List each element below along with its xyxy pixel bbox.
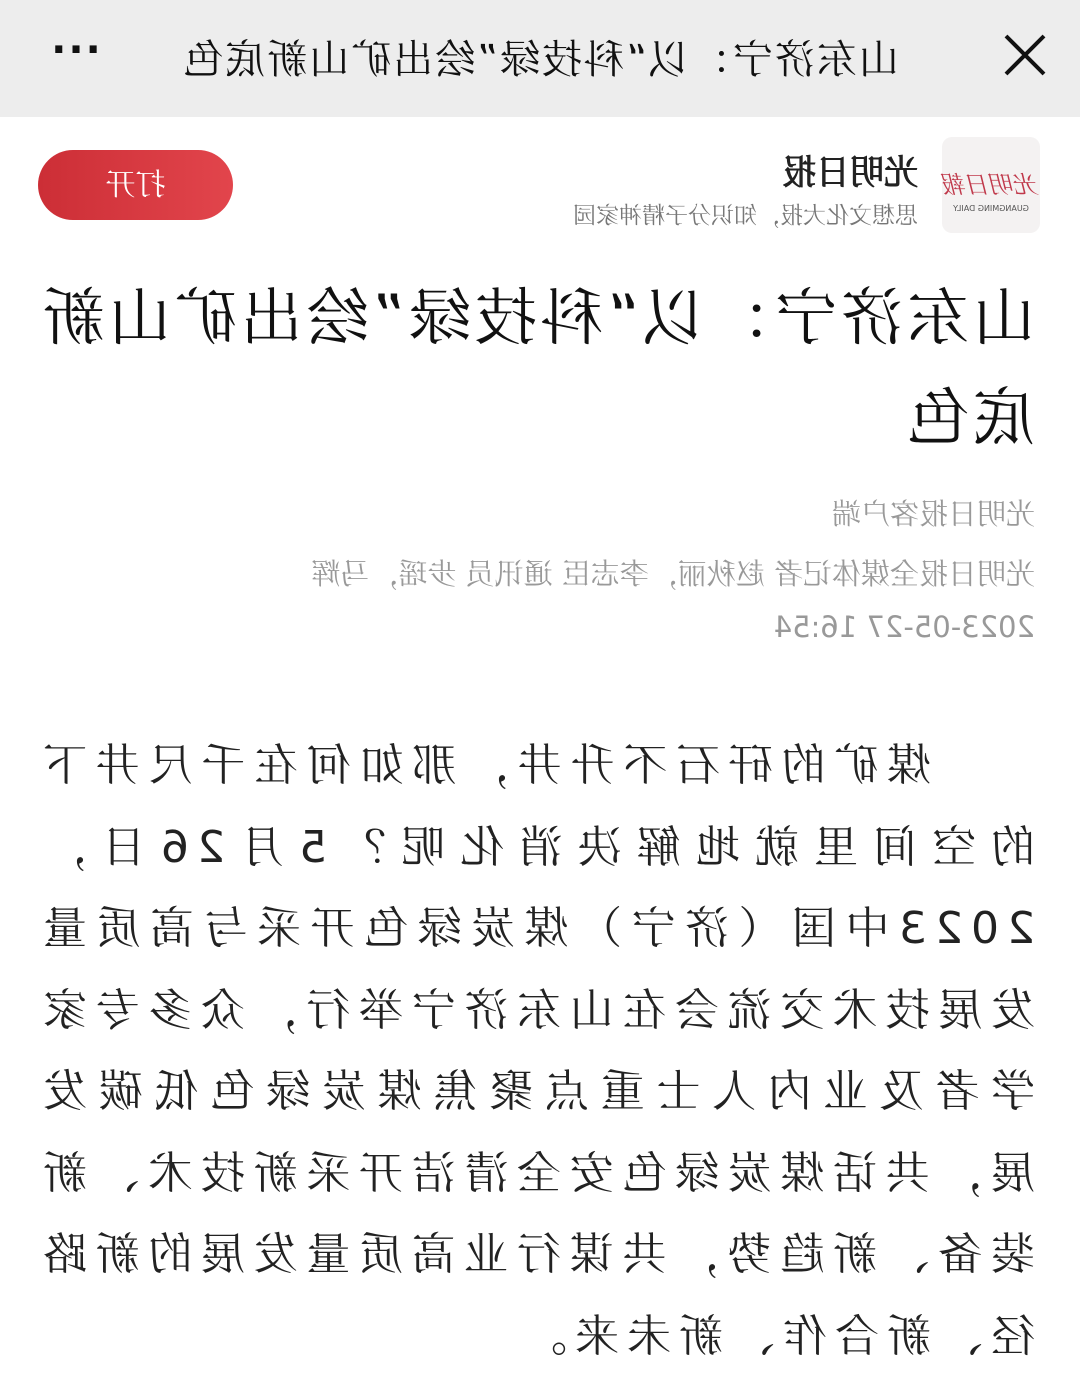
page-title: 山东济宁：以“科技绿”绘出矿山新底色 bbox=[181, 37, 899, 83]
publisher-slogan: 思想文化大报，知识分子精神家园 bbox=[573, 203, 918, 229]
article-source: 光明日报客户端 bbox=[831, 497, 1035, 531]
publisher-logo[interactable] bbox=[942, 137, 1040, 233]
article-authors: 光明日报全媒体记者 赵秋丽，李志臣 通讯员 步瑶，马辉 bbox=[311, 557, 1035, 591]
article-datetime: 2023-05-27 16:54 bbox=[773, 610, 1035, 644]
more-dots-icon[interactable]: ··· bbox=[49, 27, 101, 73]
open-app-button[interactable]: 打开 bbox=[38, 150, 233, 220]
article-body: 煤矿的矸石不升井，那如何在千尺井下的空间里就地解决消化呢？5月26日，2023中国（济宁）煤炭绿色开采与高质量发展技术交流会在山东济宁举行，众多专家学者及业内人士重点聚焦煤炭绿色低碳发展，共话煤炭绿色安全清洁开采新技术、新装备、新趋势，共谋行业高质量发展的新路径、新合作、新未来。 bbox=[35, 740, 1035, 1362]
logo-text: 光明日報 bbox=[943, 171, 1039, 199]
close-icon[interactable] bbox=[1000, 30, 1050, 80]
publisher-name[interactable]: 光明日报 bbox=[782, 153, 918, 193]
top-bar bbox=[0, 0, 1080, 117]
article-title: 山东济宁：以“科技绿”绘出矿山新底色 bbox=[38, 281, 1035, 454]
logo-subtext: GUANGMING DAILY bbox=[953, 204, 1029, 213]
